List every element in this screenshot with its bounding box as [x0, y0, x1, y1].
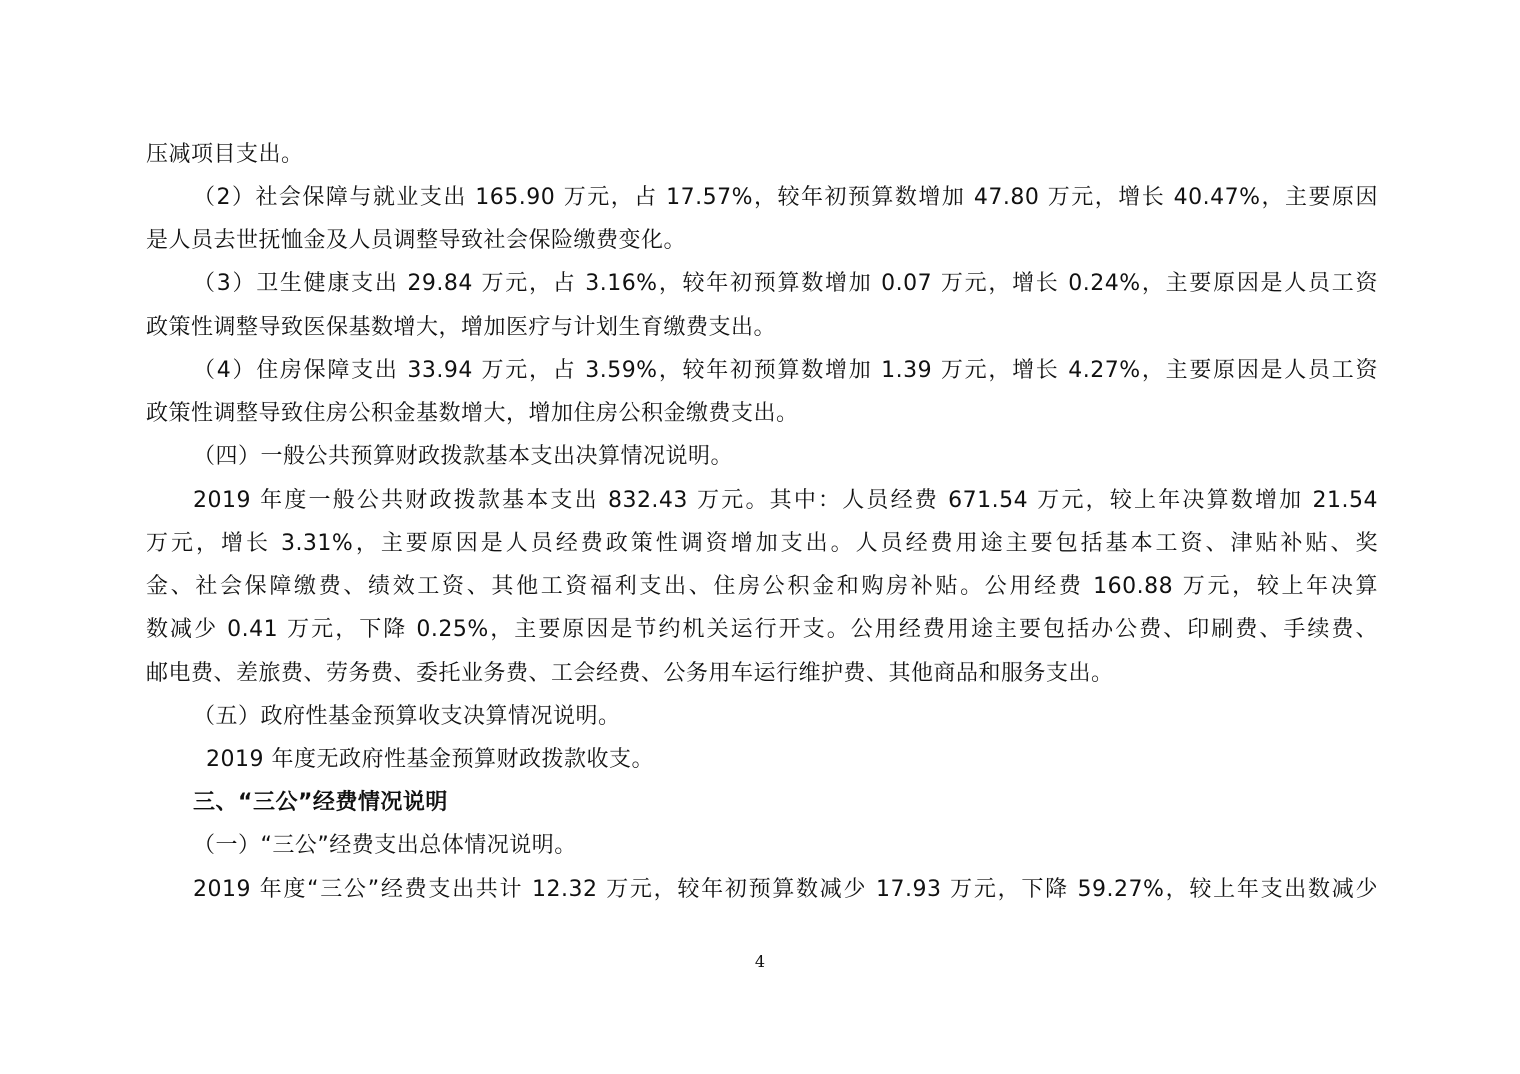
paragraph-line: 是人员去世抚恤金及人员调整导致社会保险缴费变化。	[146, 228, 687, 253]
subsection-heading: （五）政府性基金预算收支决算情况说明。	[193, 704, 621, 729]
section-heading: 三、“三公”经费情况说明	[193, 790, 448, 815]
paragraph-line: 政策性调整导致医保基数增大，增加医疗与计划生育缴费支出。	[146, 315, 777, 340]
paragraph-line: （4）住房保障支出 33.94 万元，占 3.59%，较年初预算数增加 1.39 万元，增长 4.27%，主要原因是人员工资	[193, 358, 1378, 383]
paragraph-line: 压减项目支出。	[146, 142, 304, 167]
paragraph-line: 数减少 0.41 万元，下降 0.25%，主要原因是节约机关运行开支。公用经费用途主要包括办公费、印刷费、手续费、	[146, 617, 1378, 642]
paragraph-line: （2）社会保障与就业支出 165.90 万元，占 17.57%，较年初预算数增加 47.80 万元，增长 40.47%，主要原因	[193, 185, 1378, 210]
paragraph-line: 万元，增长 3.31%，主要原因是人员经费政策性调资增加支出。人员经费用途主要包括基本工资、津贴补贴、奖	[146, 531, 1378, 556]
paragraph-line: 金、社会保障缴费、绩效工资、其他工资福利支出、住房公积金和购房补贴。公用经费 160.88 万元，较上年决算	[146, 574, 1378, 599]
subsection-heading: （四）一般公共预算财政拨款基本支出决算情况说明。	[193, 444, 734, 469]
paragraph-line: （3）卫生健康支出 29.84 万元，占 3.16%，较年初预算数增加 0.07 万元，增长 0.24%，主要原因是人员工资	[193, 271, 1378, 296]
page-number: 4	[754, 952, 766, 971]
paragraph-line: 邮电费、差旅费、劳务费、委托业务费、工会经费、公务用车运行维护费、其他商品和服务支出。	[146, 661, 1114, 686]
paragraph-line: 2019 年度一般公共财政拨款基本支出 832.43 万元。其中：人员经费 671.54 万元，较上年决算数增加 21.54	[193, 488, 1378, 513]
subsection-heading: （一）“三公”经费支出总体情况说明。	[193, 833, 577, 858]
paragraph-line: 2019 年度无政府性基金预算财政拨款收支。	[206, 747, 654, 772]
paragraph-line: 2019 年度“三公”经费支出共计 12.32 万元，较年初预算数减少 17.93 万元，下降 59.27%，较上年支出数减少	[193, 877, 1378, 902]
paragraph-line: 政策性调整导致住房公积金基数增大，增加住房公积金缴费支出。	[146, 401, 799, 426]
